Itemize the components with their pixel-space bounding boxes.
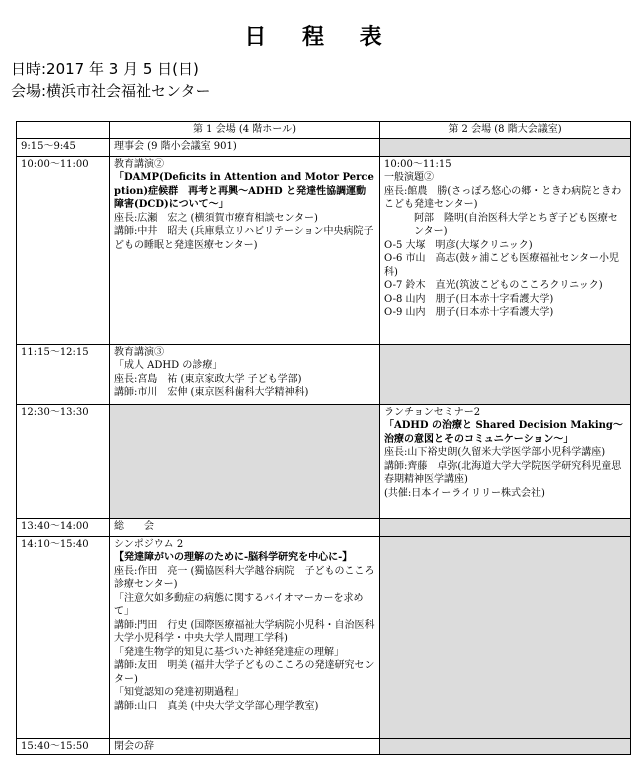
time-cell: 10:00〜11:00 [17, 156, 110, 344]
header-room1: 第 1 会場 (4 階ホール) [110, 122, 380, 139]
lecture-title: 「DAMP(Deficits in Attention and Motor Perception)症候群 再考と再興〜ADHD と発達性協調運動障害(DCD)について〜」 [114, 172, 374, 210]
room2-cell [380, 404, 631, 518]
speaker: 講師:中井 昭夫 (兵庫県立リハビリテーション中央病院子どもの睡眠と発達医療センター) [114, 226, 374, 251]
room1-cell [110, 738, 380, 755]
room1-cell [110, 138, 380, 156]
room1-cell [110, 156, 380, 344]
session-title: 教育講演② [114, 158, 164, 170]
chair: 座長:作田 亮一 (獨協医科大学越谷病院 子どものこころ診療センター) [114, 565, 375, 590]
table-row [17, 344, 631, 404]
time-cell: 9:15〜9:45 [17, 138, 110, 156]
room2-empty-cell [380, 138, 631, 156]
room2-cell [380, 156, 631, 344]
session-title: シンポジウム 2 [114, 538, 184, 550]
schedule-table [16, 121, 631, 755]
time-cell: 14:10〜15:40 [17, 536, 110, 738]
speaker: 講師:山口 真美 (中央大学文学部心理学教室) [114, 700, 319, 712]
session-title: 教育講演③ [114, 346, 164, 358]
sponsor: (共催:日本イーライリリー株式会社) [384, 487, 545, 499]
lecture-title: 「注意欠如多動症の病態に関するバイオマーカーを求めて」 [114, 592, 364, 617]
speaker: 講師:門田 行史 (国際医療福祉大学病院小児科・自治医科大学小児科学・中央大学人間理工学科) [114, 619, 375, 644]
session-title: 総 会 [114, 520, 154, 532]
time-cell: 12:30〜13:30 [17, 404, 110, 518]
chair: 座長:山下裕史朗(久留米大学医学部小児科学講座) [384, 447, 606, 458]
presentation: O-5 大塚 明彦(大塚クリニック) [384, 239, 533, 251]
speaker: 講師:市川 宏伸 (東京医科歯科大学精神科) [114, 387, 309, 398]
speaker: 講師:齊藤 卓弥(北海道大学大学院医学研究科児童思春期精神医学講座) [384, 460, 622, 485]
time-cell: 15:40〜15:50 [17, 738, 110, 755]
table-row [17, 404, 631, 518]
chair: 座長:広瀬 宏之 (横須賀市療育相談センター) [114, 212, 318, 224]
symposium-theme: 【発達障がいの理解のために-脳科学研究を中心に-】 [114, 552, 353, 563]
room1-cell [110, 518, 380, 536]
table-row [17, 138, 631, 156]
chair: 阿部 隆明(自治医科大学とちぎ子ども医療センター) [414, 212, 618, 237]
presentation: O-7 鈴木 直光(筑波こどものこころクリニック) [384, 280, 603, 291]
speaker: 講師:友田 明美 (福井大学子どものこころの発達研究センター) [114, 660, 375, 685]
room2-empty-cell [380, 738, 631, 755]
presentation: O-8 山内 朋子(日本赤十字看護大学) [384, 293, 554, 305]
chair: 座長:館農 勝(さっぽろ悠心の郷・ときわ病院ときわこども発達センター) [384, 185, 622, 210]
header-room2: 第 2 会場 (8 階大会議室) [380, 122, 631, 139]
session-title: 一般演題② [384, 172, 434, 183]
room1-cell [110, 536, 380, 738]
room1-cell [110, 344, 380, 404]
event-venue: 会場:横浜市社会福祉センター [11, 82, 211, 100]
event-date: 日時:2017 年 3 月 5 日(日) [11, 60, 199, 78]
chair: 座長:宮島 祐 (東京家政大学 子ども学部) [114, 373, 302, 385]
presentation: O-9 山内 朋子(日本赤十字看護大学) [384, 307, 554, 318]
lecture-title: 「成人 ADHD の診療」 [114, 360, 223, 371]
lecture-title: 「知覚認知の発達初期過程」 [114, 687, 244, 698]
room2-empty-cell [380, 344, 631, 404]
session-title: 理事会 (9 階小会議室 901) [114, 140, 237, 152]
lecture-title: 「ADHD の治療と Shared Decision Making〜治療の意図とそのコミュニケーション〜」 [384, 420, 623, 445]
header-row [17, 122, 631, 139]
table-row [17, 518, 631, 536]
table-row [17, 156, 631, 344]
page-title: 日 程 表 [244, 25, 396, 50]
room2-empty-cell [380, 518, 631, 536]
table-row [17, 738, 631, 755]
session-title: ランチョンセミナー2 [384, 406, 481, 418]
table-row [17, 536, 631, 738]
session-time: 10:00〜11:15 [384, 158, 452, 170]
room1-empty-cell [110, 404, 380, 518]
header-time [17, 122, 110, 139]
session-title: 閉会の辞 [114, 740, 154, 752]
presentation: O-6 市山 高志(鼓ヶ浦こども医療福祉センター小児科) [384, 253, 619, 278]
room2-empty-cell [380, 536, 631, 738]
lecture-title: 「発達生物学的知見に基づいた神経発達症の理解」 [114, 646, 344, 658]
time-cell: 13:40〜14:00 [17, 518, 110, 536]
time-cell: 11:15〜12:15 [17, 344, 110, 404]
